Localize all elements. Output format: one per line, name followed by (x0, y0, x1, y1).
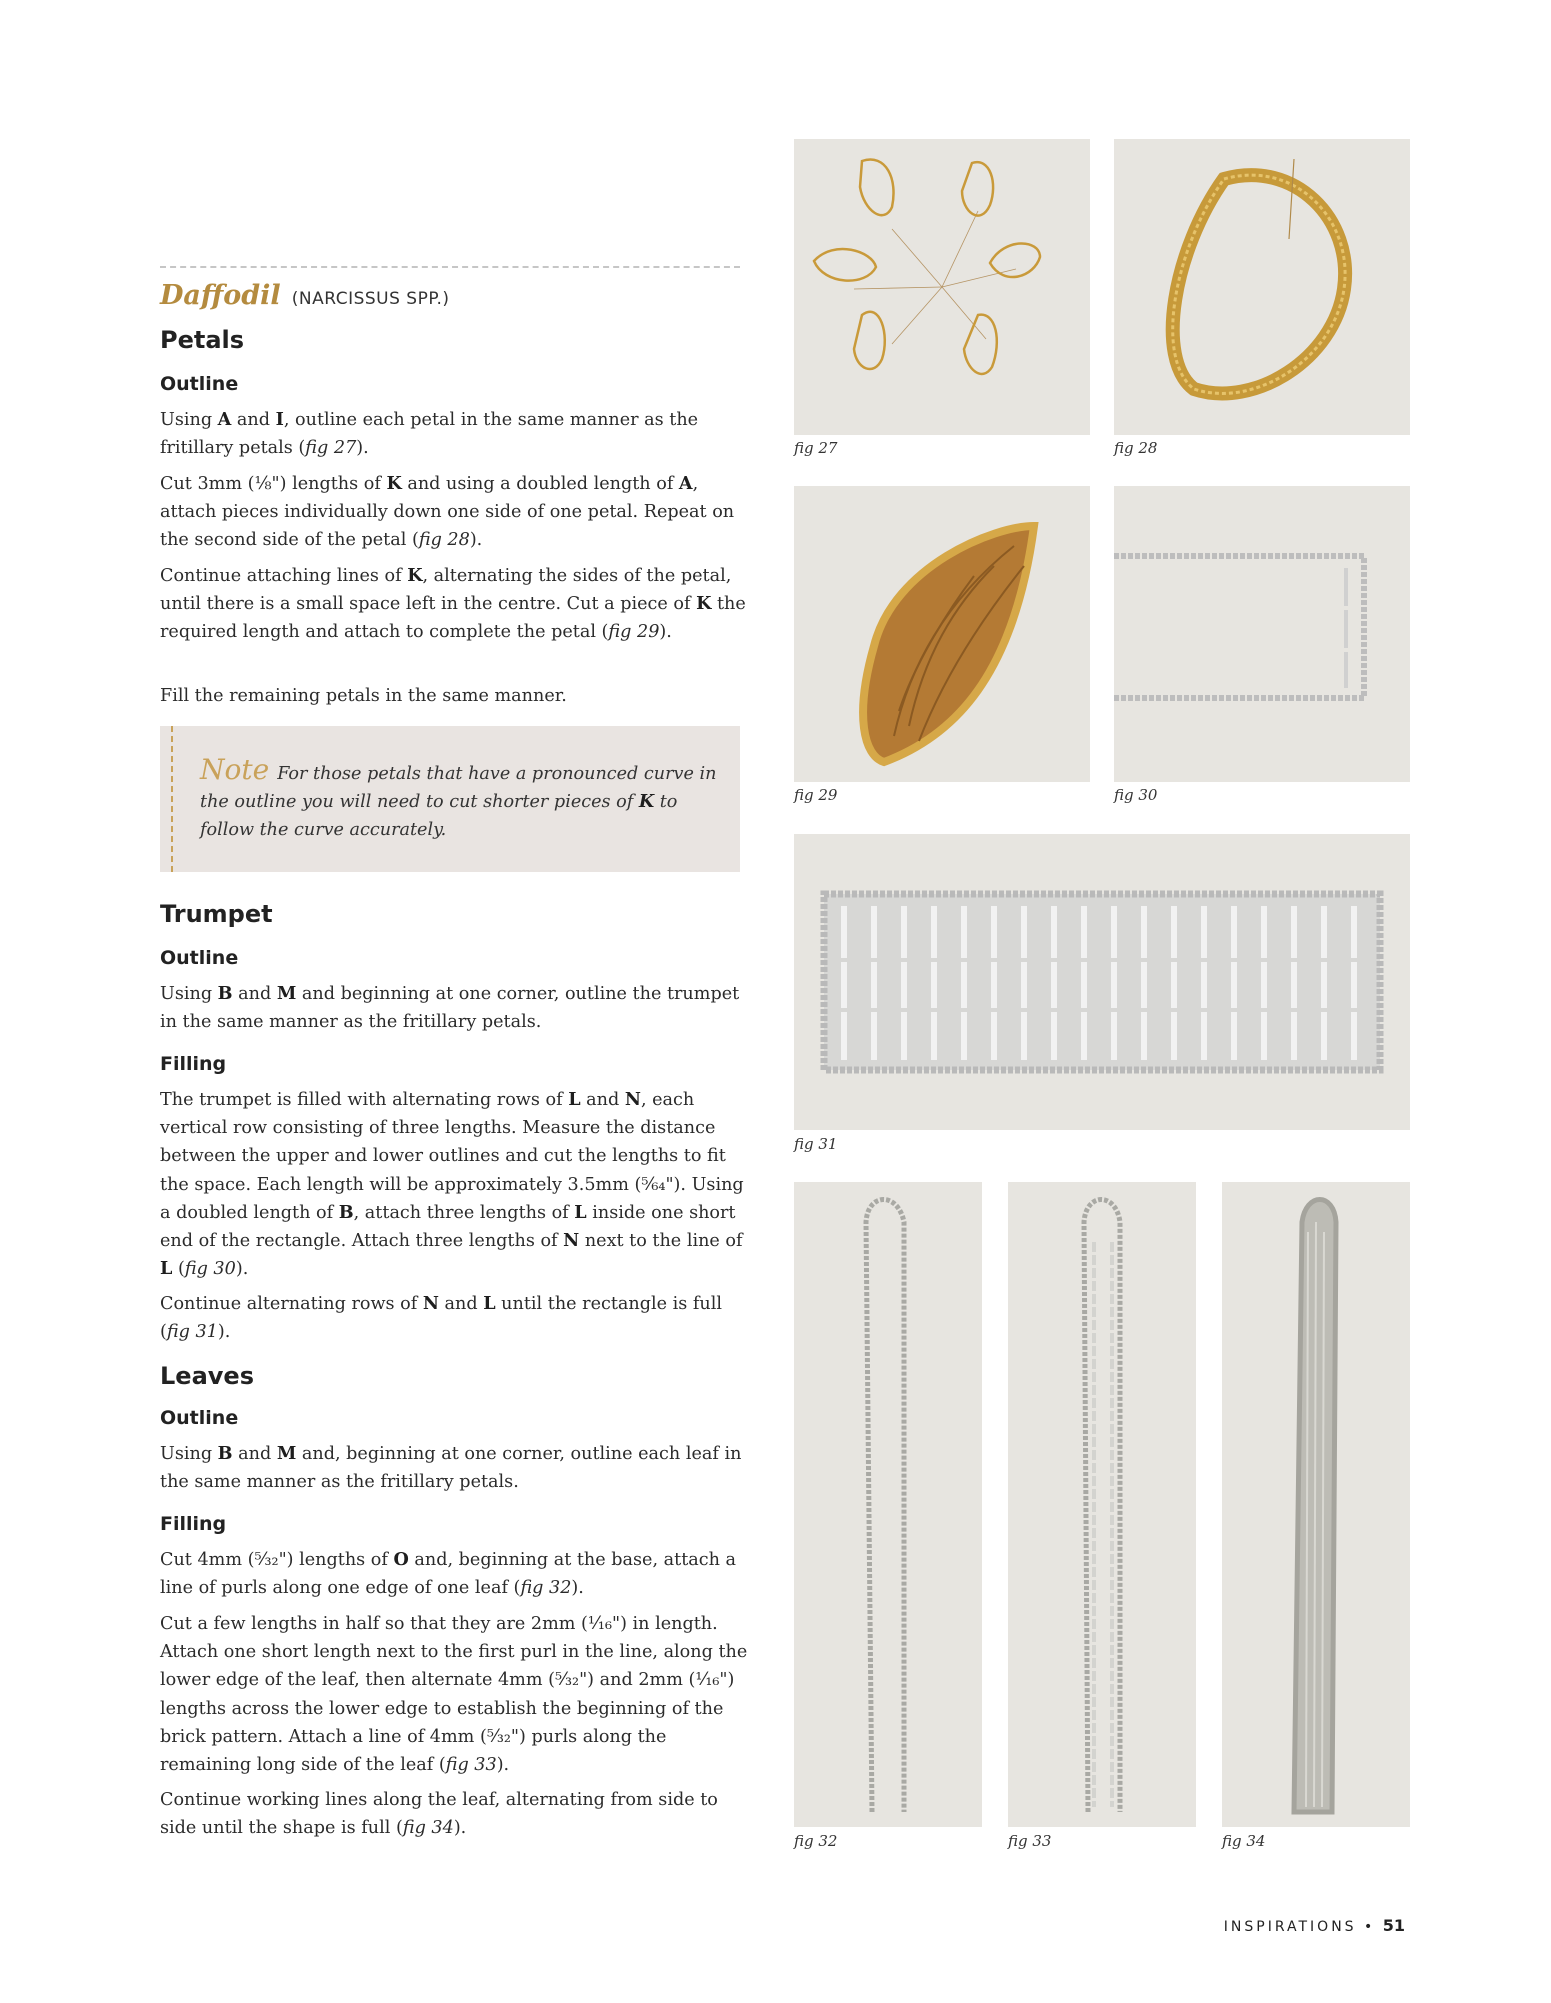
figure-32-image (794, 1182, 982, 1827)
trumpet-filled-illustration (794, 834, 1410, 1130)
figure-28-image (1114, 139, 1410, 435)
page-footer (1224, 1916, 1405, 1935)
leaves-heading: Leaves (160, 1362, 254, 1390)
leaf-partly-filled-illustration (1008, 1182, 1196, 1827)
filled-petal-illustration (794, 486, 1090, 782)
figure-31-caption: fig 31 (794, 1135, 838, 1153)
figure-34-image (1222, 1182, 1410, 1827)
figure-29-image (794, 486, 1090, 782)
figure-32-caption: fig 32 (794, 1832, 838, 1850)
figure-34-caption: fig 34 (1222, 1832, 1266, 1850)
petals-outline-heading: Outline (160, 373, 239, 395)
petals-paragraph-3: Continue attaching lines of K, alternating the sides of the petal, until there is a small space left in the centre. Cut a piece of K the required length and attach to complete the petal (fig 29). (160, 565, 746, 643)
trumpet-paragraph-2: The trumpet is filled with alternating rows of L and N, each vertical row consisting of three lengths. Measure the distance between the upper and lower outlines and cut the lengths to fit the space. Each length will be approximately 3.5mm (⁵⁄₆₄"). Using a doubled length of B, attach three lengths of L inside one short end of the rectangle. Attach three lengths of N next to the line of L (fig 30). (160, 1089, 744, 1280)
petals-paragraph-4: Fill the remaining petals in the same manner. (160, 686, 567, 706)
trumpet-filling-heading: Filling (160, 1053, 227, 1075)
trumpet-outline-start-illustration (1114, 486, 1410, 782)
note-text: Note For those petals that have a pronounced curve in the outline you will need to cut shorter pieces of K to follow the curve accurately. (200, 753, 717, 841)
petals-paragraph-2: Cut 3mm (⅛") lengths of K and using a doubled length of A, attach pieces individually down one side of one petal. Repeat on the second side of the petal (fig 28). (160, 473, 735, 551)
leaves-paragraph-2: Cut 4mm (⁵⁄₃₂") lengths of O and, beginning at the base, attach a line of purls along one edge of one leaf (fig 32). (160, 1549, 737, 1599)
petals-paragraph-1: Using A and I, outline each petal in the same manner as the fritillary petals (fig 27). (160, 409, 699, 459)
figure-30-image (1114, 486, 1410, 782)
leaf-filled-illustration (1222, 1182, 1410, 1827)
half-filled-petal-illustration (1114, 139, 1410, 435)
figure-29-caption: fig 29 (794, 786, 838, 804)
page-number: 51 (1382, 1916, 1405, 1935)
section-latin-name: (NARCISSUS SPP.) (291, 289, 450, 309)
leaves-paragraph-3: Cut a few lengths in half so that they are 2mm (¹⁄₁₆") in length. Attach one short length next to the first purl in the line, along the lower edge of the leaf, then alternate 4mm (⁵⁄₃₂") and 2mm (¹⁄₁₆") lengths across the lower edge to establish the beginning of the brick pattern. Attach a line of 4mm (⁵⁄₃₂") purls along the remaining long side of the leaf (fig 33). (160, 1614, 748, 1776)
petals-heading: Petals (160, 326, 245, 354)
section-title: Daffodil (160, 280, 281, 311)
trumpet-paragraph-1: Using B and M and beginning at one corner, outline the trumpet in the same manner as the fritillary petals. (160, 983, 740, 1033)
leaves-filling-heading: Filling (160, 1513, 227, 1535)
footer-section: INSPIRATIONS (1223, 1919, 1357, 1935)
leaves-paragraph-1: Using B and M and, beginning at one corner, outline each leaf in the same manner as the fritillary petals. (160, 1443, 742, 1493)
figure-31-image (794, 834, 1410, 1130)
note-dashed-bar (171, 726, 173, 872)
footer-bullet: • (1364, 1919, 1376, 1935)
section-divider (160, 266, 740, 268)
figure-30-caption: fig 30 (1114, 786, 1158, 804)
trumpet-outline-heading: Outline (160, 947, 239, 969)
leaves-paragraph-4: Continue working lines along the leaf, alternating from side to side until the shape is full (fig 34). (160, 1790, 718, 1839)
trumpet-paragraph-3: Continue alternating rows of N and L until the rectangle is full (fig 31). (160, 1293, 722, 1343)
note-label: Note (200, 753, 270, 786)
leaves-outline-heading: Outline (160, 1407, 239, 1429)
figure-33-image (1008, 1182, 1196, 1827)
note-box (160, 726, 740, 872)
section-heading (160, 280, 449, 311)
figure-27-image (794, 139, 1090, 435)
leaf-outline-illustration (794, 1182, 982, 1827)
figure-28-caption: fig 28 (1114, 439, 1158, 457)
figure-27-caption: fig 27 (794, 439, 838, 457)
petal-outlines-illustration (794, 139, 1090, 435)
trumpet-heading: Trumpet (160, 900, 273, 928)
figure-33-caption: fig 33 (1008, 1832, 1052, 1850)
